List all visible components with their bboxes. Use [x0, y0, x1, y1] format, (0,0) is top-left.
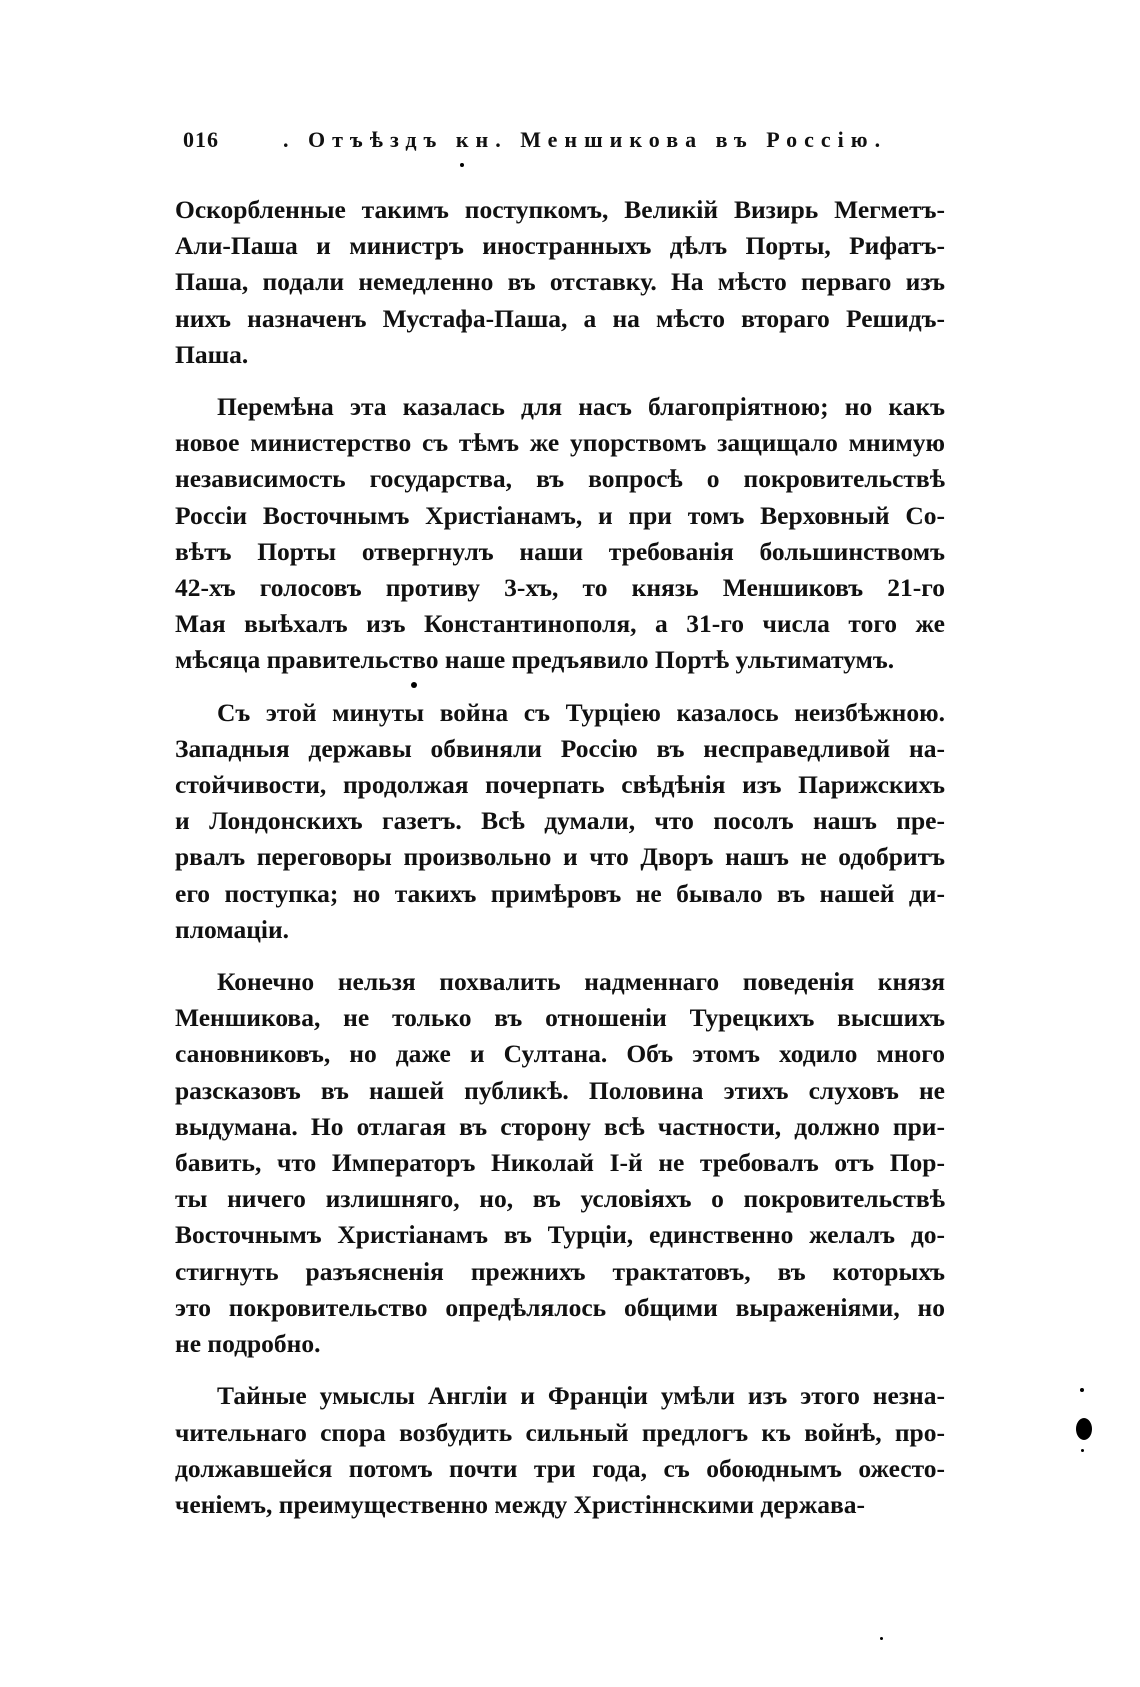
text-line: рвалъ переговоры произвольно и что Дворъ нашъ не одобритъ: [175, 842, 945, 872]
ink-speck: [1080, 1388, 1084, 1392]
text-line: Конечно нельзя похвалить надменнаго поведенія князя: [217, 967, 945, 997]
page-number: 016: [183, 127, 219, 152]
text-line: Тайные умыслы Англіи и Франціи умѣли изъ этого незна-: [217, 1381, 945, 1411]
text-line: вѣтъ Порты отвергнулъ наши требованія большинствомъ: [175, 536, 945, 566]
text-line: не подробно.: [175, 1329, 321, 1359]
text-line: стигнуть разъясненія прежнихъ трактатовъ, въ которыхъ: [175, 1256, 945, 1286]
text-line: ченіемъ, преимущественно между Христіннскими держава-: [175, 1489, 865, 1519]
paragraph: [175, 695, 945, 948]
text-line: пломаціи.: [175, 914, 290, 944]
text-line: сановниковъ, но даже и Султана. Объ этомъ ходило много: [175, 1039, 945, 1069]
paragraph: [175, 192, 945, 373]
text-line: и Лондонскихъ газетъ. Всѣ думали, что посолъ нашъ пре-: [175, 806, 945, 836]
ink-speck: [460, 163, 464, 167]
text-line: 42-хъ голосовъ противу 3-хъ, то князь Меншиковъ 21-го: [175, 573, 945, 603]
text-line: Паша.: [175, 339, 249, 369]
text-line: Восточнымъ Христіанамъ въ Турціи, единственно желалъ до-: [175, 1220, 945, 1250]
text-line: бавить, что Императоръ Николай I-й не требовалъ отъ Пор-: [175, 1148, 945, 1178]
paragraph: [175, 389, 945, 679]
body-text: [175, 192, 945, 1539]
text-line: Мая выѣхалъ изъ Константинополя, а 31-го числа того же: [175, 609, 945, 639]
text-line: Перемѣна эта казалась для насъ благопріятною; но какъ: [217, 392, 945, 422]
text-line: Россіи Восточнымъ Христіанамъ, и при томъ Верховный Со-: [175, 500, 945, 530]
text-line: это покровительство опредѣлялось общими выраженіями, но: [175, 1292, 945, 1322]
text-line: независимость государства, въ вопросѣ о покровительствѣ: [175, 464, 945, 494]
text-line: новое министерство съ тѣмъ же упорствомъ защищало мнимую: [175, 428, 945, 458]
text-line: его поступка; но такихъ примѣровъ не бывало въ нашей ди-: [175, 878, 945, 908]
text-line: Али-Паша и министръ иностранныхъ дѣлъ Порты, Рифатъ-: [175, 231, 945, 261]
text-line: разсказовъ въ нашей публикѣ. Половина этихъ слуховъ не: [175, 1075, 945, 1105]
ink-speck: [411, 682, 417, 688]
text-line: Съ этой минуты война съ Турціею казалось неизбѣжною.: [217, 697, 945, 727]
paragraph: [175, 964, 945, 1362]
ink-speck: [880, 1637, 883, 1640]
text-line: стойчивости, продолжая почерпать свѣдѣнія изъ Парижскихъ: [175, 770, 945, 800]
text-line: мѣсяца правительство наше предъявило Портѣ ультиматумъ.: [175, 645, 895, 675]
ink-speck: [1076, 1418, 1092, 1440]
paragraph: [175, 1378, 945, 1523]
text-line: Паша, подали немедленно въ отставку. На мѣсто перваго изъ: [175, 267, 945, 297]
page-header: [183, 127, 943, 167]
text-line: чительнаго спора возбудить сильный предлогъ къ войнѣ, про-: [175, 1417, 945, 1447]
text-line: ты ничего излишняго, но, въ условіяхъ о покровительствѣ: [175, 1184, 945, 1214]
text-line: выдумана. Но отлагая въ сторону всѣ частности, должно при-: [175, 1111, 945, 1141]
text-line: нихъ назначенъ Мустафа-Паша, а на мѣсто втораго Решидъ-: [175, 303, 945, 333]
text-line: Западныя державы обвиняли Россію въ несправедливой на-: [175, 733, 945, 763]
text-line: должавшейся потомъ почти три года, съ обоюднымъ ожесто-: [175, 1453, 945, 1483]
ink-speck: [1081, 1449, 1084, 1452]
text-line: Оскорбленные такимъ поступкомъ, Великій Визирь Мегметъ-: [175, 195, 945, 224]
text-line: Меншикова, не только въ отношеніи Турецкихъ высшихъ: [175, 1003, 945, 1033]
running-title: . Отъѣздъ кн. Меншикова въ Россію.: [283, 127, 888, 152]
